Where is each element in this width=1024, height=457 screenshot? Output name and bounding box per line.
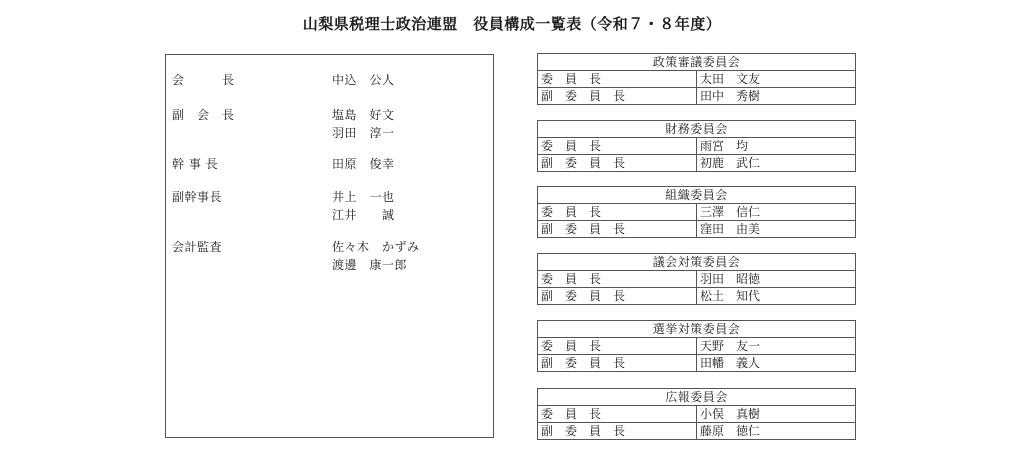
vice-role: 副 委 員 長 <box>538 423 697 440</box>
chair-name: 小俣 真樹 <box>697 406 856 423</box>
chair-role: 委 員 長 <box>538 204 697 221</box>
chair-role: 委 員 長 <box>538 138 697 155</box>
vice-name: 田中 秀樹 <box>697 88 856 105</box>
vice-name: 窪田 由美 <box>697 221 856 238</box>
vice-role: 副 委 員 長 <box>538 155 697 172</box>
officer-role: 会 長 <box>172 73 235 87</box>
vice-role: 副 委 員 長 <box>538 355 697 372</box>
chair-name: 天野 友一 <box>697 338 856 355</box>
officer-role: 幹 事 長 <box>172 157 219 171</box>
vice-role: 副 委 員 長 <box>538 288 697 305</box>
committee-table <box>537 186 856 238</box>
committee-name: 広報委員会 <box>538 389 856 406</box>
chair-name: 羽田 昭徳 <box>697 271 856 288</box>
chair-role: 委 員 長 <box>538 71 697 88</box>
vice-name: 田幡 義人 <box>697 355 856 372</box>
officer-name: 中込 公人 <box>332 73 395 87</box>
committee-table <box>537 120 856 172</box>
committee-name: 選挙対策委員会 <box>538 321 856 338</box>
officer-name: 渡邊 康一郎 <box>332 258 408 272</box>
committee-name: 議会対策委員会 <box>538 254 856 271</box>
vice-name: 初鹿 武仁 <box>697 155 856 172</box>
officer-name: 塩島 好文 <box>332 108 395 122</box>
committee-table <box>537 253 856 305</box>
chair-role: 委 員 長 <box>538 338 697 355</box>
officer-name: 井上 一也 <box>332 190 395 204</box>
chair-role: 委 員 長 <box>538 406 697 423</box>
officer-name: 羽田 淳一 <box>332 126 395 140</box>
officer-role: 会計監査 <box>172 240 223 254</box>
committee-table <box>537 320 856 372</box>
officer-name: 田原 俊幸 <box>332 157 395 171</box>
chair-name: 太田 文友 <box>697 71 856 88</box>
page-title: 山梨県税理士政治連盟 役員構成一覧表（令和７・８年度） <box>302 15 722 33</box>
committee-name: 組織委員会 <box>538 187 856 204</box>
chair-name: 三澤 信仁 <box>697 204 856 221</box>
officers-panel <box>165 54 494 438</box>
officer-name: 佐々木 かずみ <box>332 240 420 254</box>
chair-name: 雨宮 均 <box>697 138 856 155</box>
chair-role: 委 員 長 <box>538 271 697 288</box>
committee-table <box>537 388 856 440</box>
committee-name: 財務委員会 <box>538 121 856 138</box>
committee-table <box>537 53 856 105</box>
vice-name: 松土 知代 <box>697 288 856 305</box>
officer-role: 副 会 長 <box>172 108 235 122</box>
officer-role: 副幹事長 <box>172 190 223 204</box>
committee-name: 政策審議委員会 <box>538 54 856 71</box>
vice-role: 副 委 員 長 <box>538 221 697 238</box>
officer-name: 江井 誠 <box>332 208 395 222</box>
vice-role: 副 委 員 長 <box>538 88 697 105</box>
vice-name: 藤原 徳仁 <box>697 423 856 440</box>
